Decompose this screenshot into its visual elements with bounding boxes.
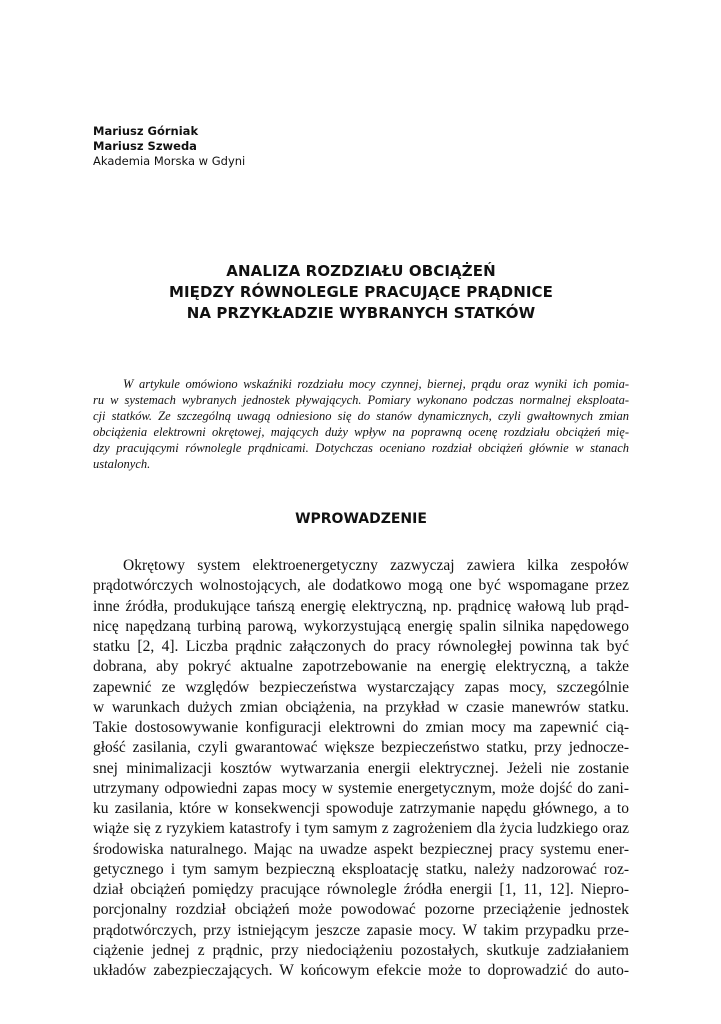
body-line: dobrana, aby pokryć aktualne zapotrzebowanie na energię elektryczną, a także (93, 658, 629, 676)
body-line: porcjonalny rozdział obciążeń może powodować pozorne przeciążenie jednostek (93, 901, 629, 919)
body-line: w warunkach dużych zmian obciążenia, na przykład w czasie manewrów statku. (93, 698, 629, 716)
abstract-line: ustalonych. (93, 457, 151, 471)
title-line: ANALIZA ROZDZIAŁU OBCIĄŻEŃ (226, 262, 496, 280)
affiliation: Akademia Morska w Gdyni (93, 154, 246, 168)
body-line: Okrętowy system elektroenergetyczny zazwyczaj zawiera kilka zespołów (123, 557, 629, 574)
body-line: nicę napędzaną turbiną parową, wykorzystującą energię spalin silnika napędowego (93, 617, 629, 635)
body-line: getycznego i tym samym bezpieczną eksploatację statku, należy nadzorować roz- (93, 860, 629, 878)
section-heading: WPROWADZENIE (295, 511, 427, 527)
abstract-line: obciążenia elektrowni okrętowej, mających duży wpływ na poprawną ocenę rozdziału obciążeń mię- (93, 425, 629, 439)
body-line: układów zabezpieczających. W końcowym efekcie może to doprowadzić do auto- (93, 962, 629, 979)
paper-title (93, 261, 629, 324)
author-block (93, 124, 245, 169)
body-line: prądotwórczych, przy istniejącym jeszcze zapasie mocy. W takim przypadku prze- (93, 921, 629, 939)
body-line: snej minimalizacji kosztów wytwarzania energii elektrycznej. Jeżeli nie zostanie (93, 759, 629, 777)
body-line: ciążenie jednej z prądnic, przy niedociążeniu pozostałych, skutkuje zadziałaniem (93, 941, 629, 959)
author-name: Mariusz Szweda (93, 139, 197, 153)
body-line: ku zasilania, które w konsekwencji spowoduje zatrzymanie napędu głównego, a to (93, 800, 629, 817)
title-line: NA PRZYKŁADZIE WYBRANYCH STATKÓW (186, 304, 536, 322)
body-text (93, 556, 629, 981)
body-line: zapewnić ze względów bezpieczeństwa wystarczający zapas mocy, szczególnie (93, 678, 629, 696)
body-line: inne źródła, produkujące tańszą energię elektryczną, np. prądnicę wałową lub prąd- (93, 597, 629, 615)
body-line: prądotwórczych wolnostojących, ale dodatkowo mogą one być wspomagane przez (93, 577, 629, 595)
abstract-line: cji statków. Ze szczególną uwagą odniesiono się do stanów dynamicznych, czyli gwałtownych zmian (93, 409, 629, 423)
body-line: dział obciążeń pomiędzy pracujące równolegle źródła energii [1, 11, 12]. Niepro- (93, 881, 629, 898)
abstract (93, 376, 629, 472)
abstract-line: W artykule omówiono wskaźniki rozdziału mocy czynnej, biernej, prądu oraz wyniki ich pomia- (123, 377, 629, 391)
body-line: statku [2, 4]. Liczba prądnic załączonych do pracy równoległej powinna tak być (93, 638, 629, 655)
abstract-line: dzy pracującymi równolegle prądnicami. Dotychczas oceniano rozdział obciążeń głównie w stanach (93, 441, 629, 455)
title-line: MIĘDZY RÓWNOLEGLE PRACUJĄCE PRĄDNICE (168, 283, 554, 301)
body-line: wiąże się z ryzykiem katastrofy i tym samym z zagrożeniem dla życia ludzkiego oraz (93, 820, 629, 838)
body-line: utrzymany odpowiedni zapas mocy w systemie energetycznym, może dojść do zani- (93, 779, 629, 797)
body-line: środowiska naturalnego. Mając na uwadze aspekt bezpiecznej pracy systemu ener- (93, 840, 629, 858)
body-line: Takie dostosowywanie konfiguracji elektrowni do zmian mocy ma zapewnić cią- (93, 719, 629, 736)
abstract-line: ru w systemach wybranych jednostek pływających. Pomiary wykonano podczas normalnej eksploata- (93, 393, 629, 407)
body-line: głość zasilania, czyli gwarantować większe bezpieczeństwo statku, przy jednocze- (93, 739, 629, 757)
author-name: Mariusz Górniak (93, 124, 199, 138)
